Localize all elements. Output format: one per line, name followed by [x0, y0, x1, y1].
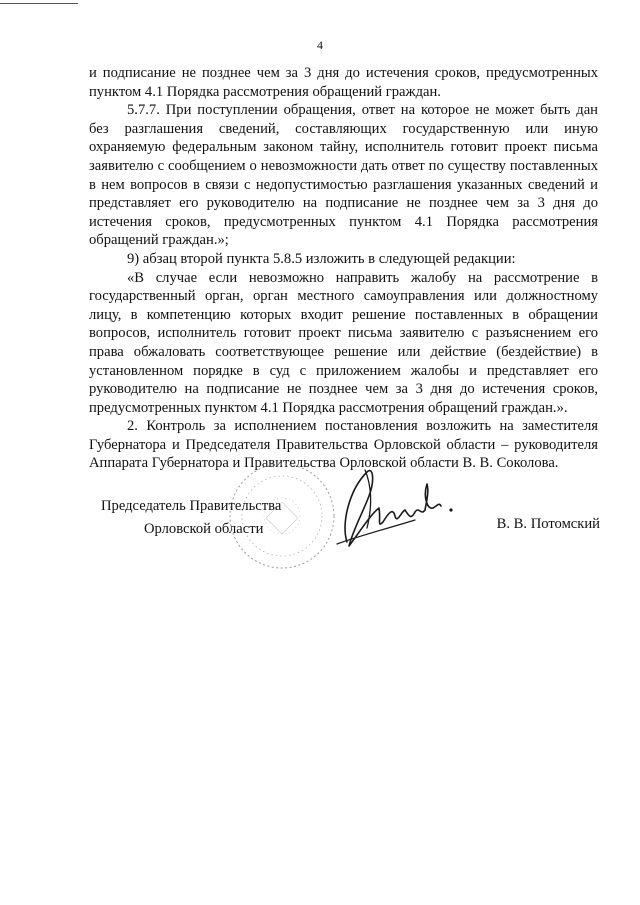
paragraph-quoted-amendment: «В случае если невозможно направить жалобу на рассмотрение в государственный орган, орган местного самоуправления или должностному лицу, в компетенцию которых входит решение поставленных в обращении вопросов, исполнитель готовит проект письма заявителю с разъяснением его права обжаловать соответствующее решение или действие (бездействие) в установленном порядке в суд с приложением жалобы и представляет его руководителю на подписание не позднее чем за 3 дня до истечения сроков, предусмотренных пунктом 4.1 Порядка рассмотрения обращений граждан.». — [89, 269, 598, 416]
signatory-position-line1: Председатель Правительства — [101, 498, 282, 514]
handwritten-signature — [319, 450, 459, 560]
signature-block — [89, 440, 609, 570]
paragraph-item-9: 9) абзац второй пункта 5.8.5 изложить в следующей редакции: — [127, 250, 516, 267]
paragraph-continuation: и подписание не позднее чем за 3 дня до истечения сроков, предусмотренных пунктом 4.1 Порядка рассмотрения обращений граждан. — [89, 65, 598, 100]
signatory-name: В. В. Потомский — [496, 516, 600, 532]
signatory-position-line2: Орловской области — [144, 521, 264, 537]
paragraph-5-7-7: 5.7.7. При поступлении обращения, ответ на которое не может быть дан без разглашения сведений, составляющих государственную или иную охраняемую федеральным законом тайну, исполнитель готовит проект письма заявителю с сообщением о невозможности дать ответ по существу поставленных в нем вопросов в связи с недопустимостью разглашения указанных сведений и представляет его руководителю на подписание не позднее чем за 3 дня до истечения сроков, предусмотренных пунктом 4.1 Порядка рассмотрения обращений граждан.»; — [89, 102, 598, 249]
page-number: 4 — [317, 38, 323, 52]
document-body — [89, 64, 598, 473]
scan-edge-line — [0, 3, 78, 4]
paragraph-control-clause: 2. Контроль за исполнением постановления возложить на заместителя Губернатора и Председателя Правительства Орловской области – руководителя Аппарата Губернатора и Правительства Орловской области В. В. Соколова. — [89, 418, 598, 472]
